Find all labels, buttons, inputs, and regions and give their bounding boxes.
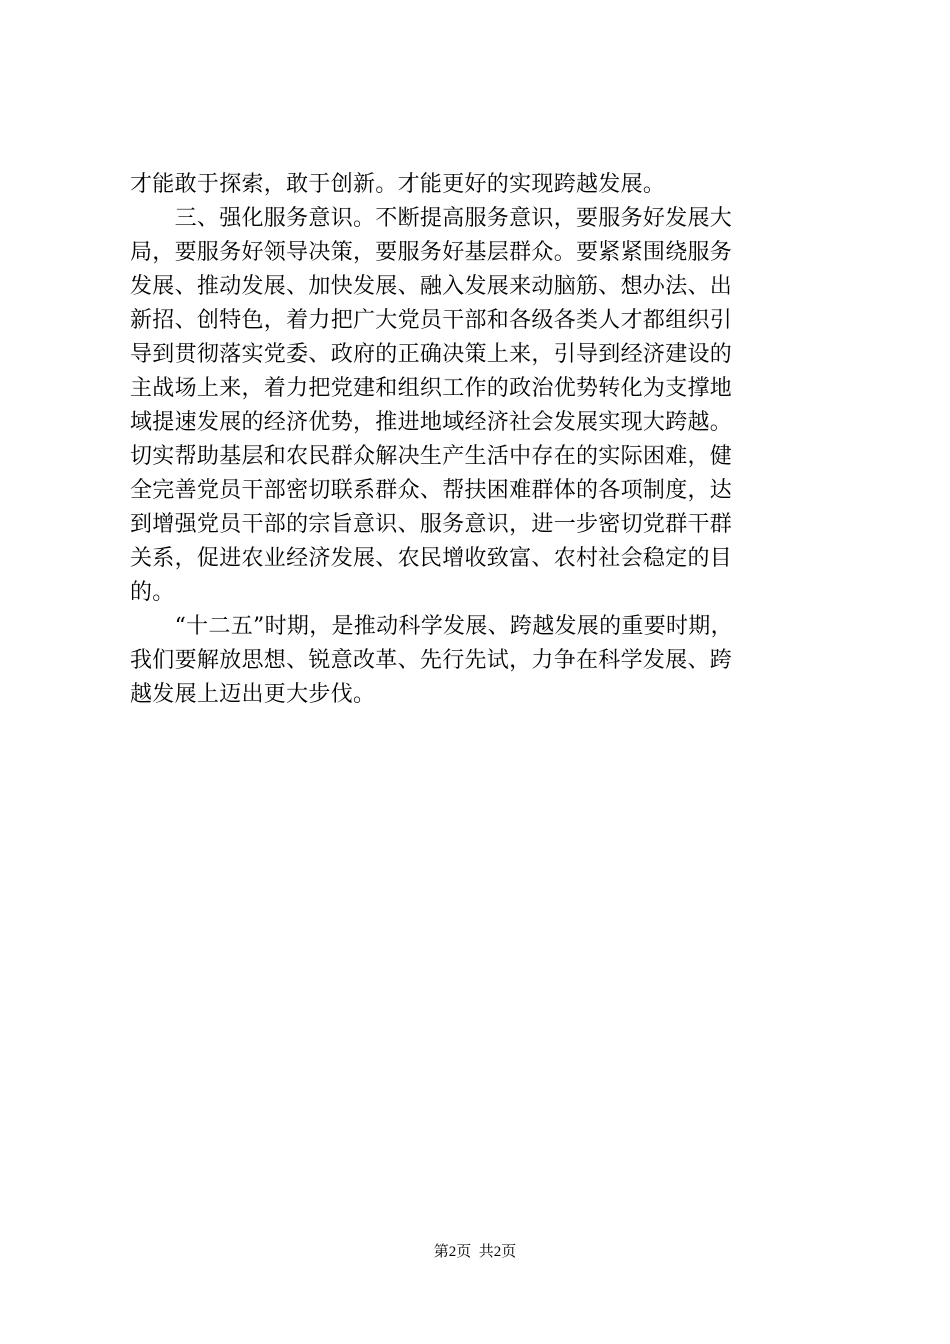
text-line: 导到贯彻落实党委、政府的正确决策上来，引导到经济建设的 xyxy=(130,342,733,367)
text-line: 三、强化服务意识。不断提高服务意识，要服务好发展大 xyxy=(130,206,733,231)
document-body xyxy=(130,168,830,712)
text-line: 到增强党员干部的宗旨意识、服务意识，进一步密切党群干群 xyxy=(130,512,733,537)
page-footer xyxy=(0,1240,950,1264)
text-line: 关系，促进农业经济发展、农民增收致富、农村社会稳定的目 xyxy=(130,546,733,571)
text-line: 发展、推动发展、加快发展、融入发展来动脑筋、想办法、出 xyxy=(130,274,733,299)
text-line: 主战场上来，着力把党建和组织工作的政治优势转化为支撑地 xyxy=(130,376,733,401)
text-line: 局，要服务好领导决策，要服务好基层群众。要紧紧围绕服务 xyxy=(130,240,733,265)
text-line: 才能敢于探索，敢于创新。才能更好的实现跨越发展。 xyxy=(130,172,666,197)
text-line: 切实帮助基层和农民群众解决生产生活中存在的实际困难，健 xyxy=(130,444,733,469)
text-line: “十二五”时期，是推动科学发展、跨越发展的重要时期， xyxy=(130,614,733,639)
text-line: 越发展上迈出更大步伐。 xyxy=(130,682,376,707)
text-line: 全完善党员干部密切联系群众、帮扶困难群体的各项制度，达 xyxy=(130,478,733,503)
text-line: 新招、创特色，着力把广大党员干部和各级各类人才都组织引 xyxy=(130,308,733,333)
text-line: 我们要解放思想、锐意改革、先行先试，力争在科学发展、跨 xyxy=(130,648,733,673)
text-line: 的。 xyxy=(130,580,175,605)
page-number: 第2页 共2页 xyxy=(433,1244,517,1260)
text-line: 域提速发展的经济优势，推进地域经济社会发展实现大跨越。 xyxy=(130,410,733,435)
